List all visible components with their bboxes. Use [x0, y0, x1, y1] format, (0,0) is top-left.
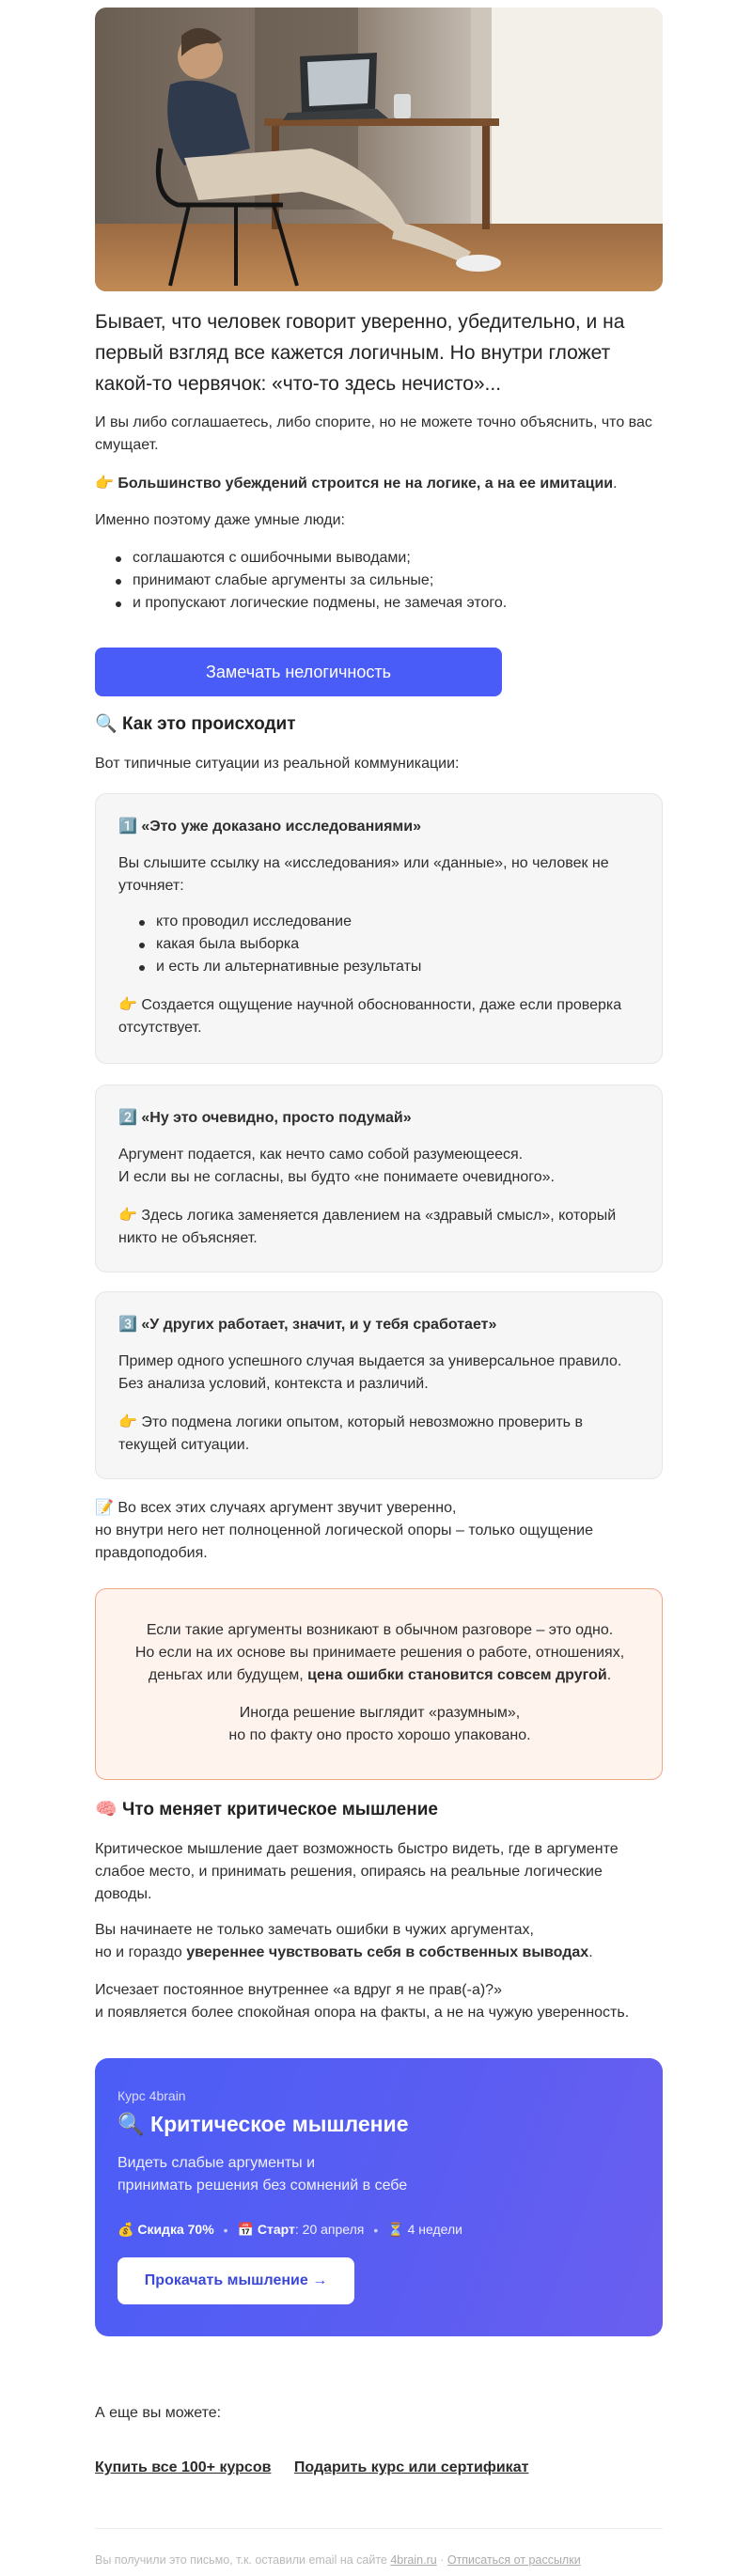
card-list	[118, 911, 641, 978]
discount-text: Скидка 70%	[137, 2222, 214, 2237]
unsubscribe-link[interactable]: Отписаться от рассылки	[446, 2553, 581, 2567]
situation-card-3	[95, 1291, 663, 1479]
hero-image	[95, 8, 663, 291]
warning-line-3-start: деньгах или будущем,	[148, 1667, 308, 1683]
card-note-text: Это подмена логики опытом, который невозможно проверить в текущей ситуации.	[118, 1414, 583, 1453]
section-change-p1: Критическое мышление дает возможность быстро видеть, где в аргументе слабое место, и принимать решения, опираясь на реальные логические доводы.	[95, 1841, 619, 1902]
p3-line-1: Исчезает постоянное внутреннее «а вдруг я не прав(-а)?»	[95, 1982, 502, 1998]
warning-line-1: Если такие аргументы возникают в обычном разговоре – это одно.	[146, 1622, 614, 1638]
course-promo-card	[95, 2058, 663, 2336]
magnifier-icon: 🔍	[118, 2113, 145, 2137]
warning-line-2: Но если на их основе вы принимаете решения о работе, отношениях,	[134, 1645, 625, 1661]
intro-paragraph: И вы либо соглашаетесь, либо спорите, но не можете точно объяснить, что вас смущает.	[95, 414, 652, 453]
intro-list-lead: Именно поэтому даже умные люди:	[95, 512, 345, 528]
more-links	[95, 2457, 547, 2479]
warning-line-4: Иногда решение выглядит «разумным»,	[239, 1705, 521, 1721]
site-link[interactable]: 4brain.ru	[390, 2553, 437, 2567]
gift-course-link[interactable]: Подарить курс или сертификат	[293, 2459, 529, 2475]
warning-box	[95, 1588, 663, 1780]
list-item: принимают слабые аргументы за сильные;	[95, 570, 663, 592]
section-change-p3	[95, 1979, 663, 2024]
footer-text: Вы получили это письмо, т.к. оставили email на сайте 4brain.ru · Отписаться от рассылки	[95, 2553, 581, 2567]
section-how-title: Как это происходит	[121, 714, 296, 734]
duration-text: 4 недели	[407, 2222, 462, 2237]
summary-line-2: но внутри него нет полноценной логической опоры – только ощущение правдоподобия.	[95, 1522, 593, 1561]
start-date	[238, 2218, 365, 2241]
number-one-icon: 1️⃣	[118, 817, 137, 835]
card-text-line-1: Пример одного успешного случая выдается за универсальное правило.	[118, 1353, 622, 1369]
card-title	[118, 1313, 641, 1336]
magnifier-icon: 🔍	[95, 713, 118, 734]
card-note-text: Создается ощущение научной обоснованности, даже если проверка отсутствует.	[118, 997, 622, 1036]
promo-meta	[118, 2218, 462, 2241]
calendar-icon: 📅	[237, 2223, 254, 2238]
pointing-hand-icon: 👉	[95, 474, 114, 492]
card-text: Вы слышите ссылку на «исследования» или «данные», но человек не уточняет:	[118, 855, 609, 894]
p2-line-2-bold: увереннее чувствовать себя в собственных выводах	[186, 1944, 589, 1960]
card-title-text: «Это уже доказано исследованиями»	[141, 819, 421, 835]
card-title	[118, 1106, 641, 1130]
warning-line-3	[124, 1664, 635, 1687]
list-item: кто проводил исследование	[118, 911, 641, 933]
promo-title	[118, 2109, 408, 2140]
buy-all-courses-link[interactable]: Купить все 100+ курсов	[95, 2459, 272, 2475]
key-statement	[95, 472, 663, 495]
promo-subtitle	[118, 2152, 456, 2197]
card-title-text: «Ну это очевидно, просто подумай»	[141, 1110, 412, 1126]
key-statement-end: .	[613, 476, 618, 492]
card-note	[118, 1411, 641, 1457]
duration	[387, 2218, 462, 2241]
section-change-title: Что меняет критическое мышление	[121, 1800, 438, 1819]
promo-title-text: Критическое мышление	[150, 2112, 409, 2136]
card-note	[118, 1204, 641, 1250]
p3-line-2: и появляется более спокойная опора на факты, а не на чужую уверенность.	[95, 2005, 630, 2021]
card-title-text: «У других работает, значит, и у тебя сработает»	[141, 1317, 497, 1333]
hourglass-icon: ⏳	[387, 2223, 404, 2238]
woman-with-laptop-photo	[95, 8, 663, 291]
list-item: какая была выборка	[118, 933, 641, 956]
section-how-heading	[95, 711, 663, 737]
number-three-icon: 3️⃣	[118, 1315, 137, 1333]
list-item: соглашаются с ошибочными выводами;	[95, 547, 663, 570]
card-note	[118, 993, 641, 1039]
situation-card-1	[95, 793, 663, 1064]
pointing-hand-icon: 👉	[118, 1413, 137, 1430]
more-title: А еще вы можете:	[95, 2405, 222, 2421]
promo-kicker: Курс 4brain	[118, 2088, 186, 2103]
intro-list	[95, 547, 663, 615]
section-change-heading	[95, 1797, 663, 1822]
promo-sub-line-1: Видеть слабые аргументы и	[118, 2155, 316, 2171]
pointing-hand-icon: 👉	[118, 1206, 137, 1224]
list-item: и пропускают логические подмены, не замечая этого.	[95, 592, 663, 615]
warning-line-5: но по факту оно просто хорошо упаковано.	[228, 1727, 531, 1743]
summary-line-1: Во всех этих случаях аргумент звучит уверенно,	[118, 1500, 457, 1516]
separator-dot: •	[373, 2222, 379, 2238]
card-text-line-2: Без анализа условий, контекста и различий.	[118, 1376, 429, 1392]
lead-paragraph: Бывает, что человек говорит уверенно, убедительно, и на первый взгляд все кажется логичным. Но внутри гложет какой-то червячок: «что-то здесь нечисто»...	[95, 311, 625, 395]
p2-line-1: Вы начинаете не только замечать ошибки в чужих аргументах,	[95, 1922, 534, 1938]
promo-sub-line-2: принимать решения без сомнений в себе	[118, 2178, 408, 2194]
number-two-icon: 2️⃣	[118, 1108, 137, 1126]
start-label: Старт	[257, 2222, 295, 2237]
card-note-text: Здесь логика заменяется давлением на «здравый смысл», который никто не объясняет.	[118, 1208, 617, 1246]
section-change-p2	[95, 1919, 663, 1964]
money-bag-icon: 💰	[118, 2223, 134, 2238]
card-text-line-2: И если вы не согласны, вы будто «не понимаете очевидного».	[118, 1169, 555, 1185]
boost-thinking-button[interactable]: Прокачать мышление →	[118, 2257, 354, 2304]
separator-dot: •	[223, 2222, 228, 2238]
warning-line-3-bold: цена ошибки становится совсем другой	[307, 1667, 607, 1683]
card-text-line-1: Аргумент подается, как нечто само собой разумеющееся.	[118, 1147, 524, 1163]
card-title	[118, 815, 641, 838]
start-value: : 20 апреля	[294, 2222, 365, 2237]
summary-paragraph	[95, 1496, 663, 1565]
section-how-intro: Вот типичные ситуации из реальной коммуникации:	[95, 756, 460, 772]
footer-divider	[95, 2528, 663, 2529]
key-statement-bold: Большинство убеждений строится не на логике, а на ее имитации	[118, 476, 614, 492]
notice-illogic-button[interactable]: Замечать нелогичность	[95, 648, 502, 696]
footer-note: Вы получили это письмо, т.к. оставили email на сайте	[95, 2553, 391, 2567]
p2-line-2-end: .	[588, 1944, 593, 1960]
memo-icon: 📝	[95, 1498, 114, 1516]
pointing-hand-icon: 👉	[118, 995, 137, 1013]
brain-icon: 🧠	[95, 1799, 118, 1819]
warning-line-3-end: .	[606, 1667, 612, 1683]
discount-badge	[118, 2218, 214, 2241]
situation-card-2	[95, 1085, 663, 1272]
list-item: и есть ли альтернативные результаты	[118, 956, 641, 978]
p2-line-2-start: но и гораздо	[95, 1944, 187, 1960]
